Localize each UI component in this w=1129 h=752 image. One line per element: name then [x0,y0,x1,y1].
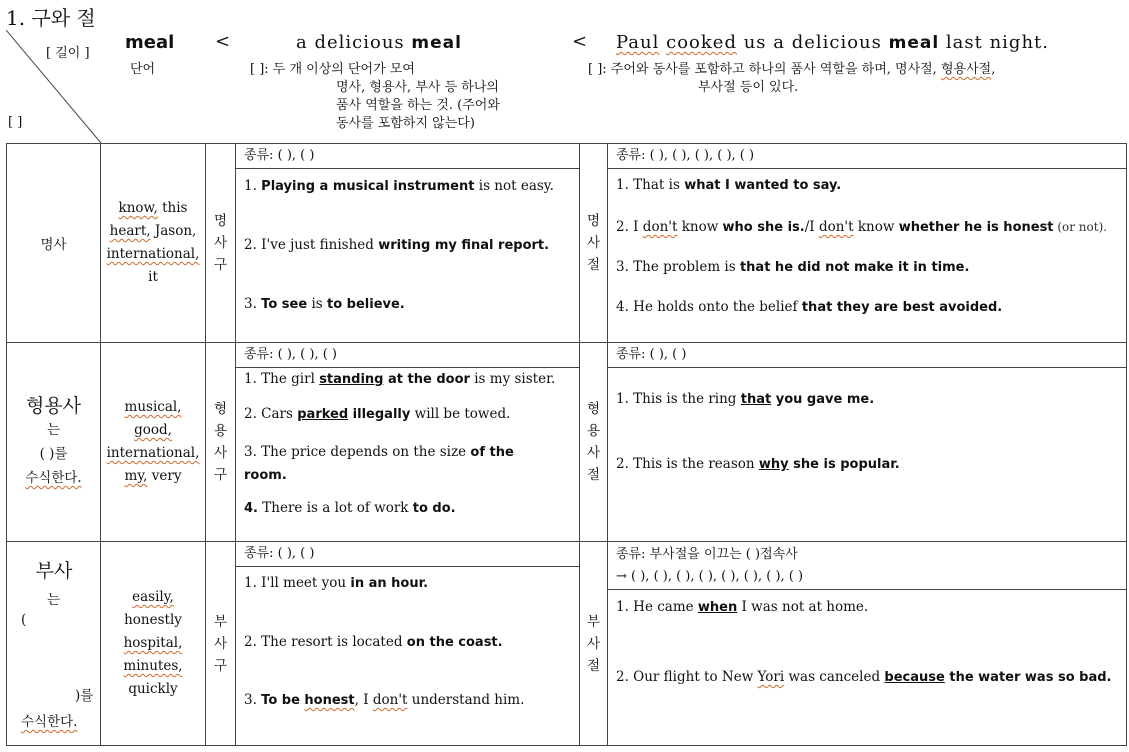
adverb-clause-cell [608,542,1127,746]
adjective-phrase-label: 형용사구 [206,343,236,542]
corner-top-label: [ 길이 ] [46,46,90,61]
adjective-phrase-s3b: room. [244,468,287,483]
example-phrase: a delicious meal [296,32,462,53]
noun-clause-s3: 3. The problem is that he did not make it in time. [616,259,970,275]
row-noun [7,144,1127,343]
corner-bottom-label: [ ] [8,115,23,130]
adjective-phrase-cell [236,343,580,542]
less-than-2: < [572,31,589,52]
noun-clause-s1: 1. That is what I wanted to say. [616,177,842,193]
noun-clause-cell [608,144,1127,343]
adverb-clause-label: 부사절 [580,542,608,746]
adverb-clause-types: 종류: 부사절을 이끄는 ( )접속사 → ( ), ( ), ( ), ( ), ( ), ( ), ( ), ( ) [608,542,1126,590]
adjective-phrase-types: 종류: ( ), ( ), ( ) [236,343,579,368]
noun-phrase-s1: 1. Playing a musical instrument is not easy. [244,178,554,194]
noun-clause-s4: 4. He holds onto the belief that they are best avoided. [616,299,1003,315]
row-adjective [7,343,1127,542]
adjective-phrase-s2: 2. Cars parked illegally will be towed. [244,406,511,422]
adverb-phrase-cell [236,542,580,746]
adjective-clause-label: 형용사절 [580,343,608,542]
words-adjective: musical, good, international, my, very [101,343,206,542]
adverb-phrase-types: 종류: ( ), ( ) [236,542,579,567]
adverb-clause-s2: 2. Our flight to New Yori was canceled because the water was so bad. [616,669,1112,685]
clause-definition: [ ]: 주어와 동사를 포함하고 하나의 품사 역할을 하며, 명사절, 형용사절, 부사절 등이 있다. [588,62,996,95]
noun-phrase-s2: 2. I've just finished writing my final report. [244,237,550,253]
noun-clause-types: 종류: ( ), ( ), ( ), ( ), ( ) [608,144,1126,169]
adverb-phrase-s2: 2. The resort is located on the coast. [244,634,503,650]
adjective-phrase-s1: 1. The girl standing at the door is my sister. [244,371,556,387]
noun-phrase-cell [236,144,580,343]
main-table [6,143,1127,746]
example-clause: Paul cooked us a delicious meal last night. [616,32,1049,53]
adverb-phrase-label: 부사구 [206,542,236,746]
words-adverb: easily, honestly hospital, minutes, quickly [101,542,206,746]
adverb-phrase-s1: 1. I'll meet you in an hour. [244,575,429,591]
adjective-phrase-s4: 4. There is a lot of work to do. [244,500,456,516]
less-than-1: < [215,31,232,52]
adjective-clause-s1: 1. This is the ring that you gave me. [616,391,875,407]
noun-phrase-s3: 3. To see is to believe. [244,296,405,312]
category-adjective: 형용사 는 ( )를 수식한다. [7,343,101,542]
adjective-phrase-s3: 3. The price depends on the size of the [244,444,514,460]
adjective-clause-types: 종류: ( ), ( ) [608,343,1126,368]
category-adverb: 부사 는 ( )를 수식한다. [7,542,101,746]
example-word: meal [125,32,175,53]
noun-phrase-label: 명사구 [206,144,236,343]
adjective-clause-s2: 2. This is the reason why she is popular. [616,456,900,472]
phrase-definition: [ ]: 두 개 이상의 단어가 모여 명사, 형용사, 부사 등 하나의 품사 역할을 하는 것. (주어와 동사를 포함하지 않는다) [250,62,500,131]
word-label: 단어 [130,62,156,77]
row-adverb [7,542,1127,746]
noun-clause-label: 명사절 [580,144,608,343]
category-noun: 명사 [7,144,101,343]
noun-phrase-types: 종류: ( ), ( ) [236,144,579,169]
page-title: 1. 구와 절 [6,6,96,30]
adjective-clause-cell [608,343,1127,542]
adverb-phrase-s3: 3. To be honest, I don't understand him. [244,692,525,708]
noun-clause-s2: 2. I don't know who she is./I don't know whether he is honest (or not). [616,219,1108,235]
words-noun: know, this heart, Jason, international, it [101,144,206,343]
adverb-clause-s1: 1. He came when I was not at home. [616,599,869,615]
